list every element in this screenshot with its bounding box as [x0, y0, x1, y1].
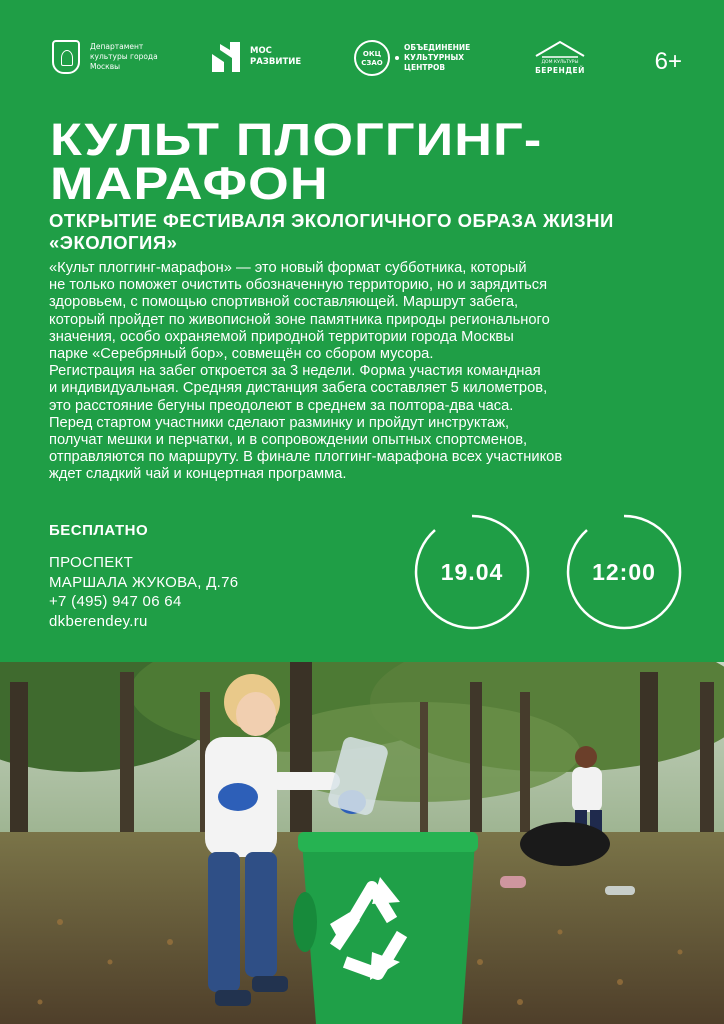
description-line: значения, особо охраняемой природной территории города Москвы — [49, 328, 514, 345]
mos-line1: МОС — [250, 46, 272, 56]
okc-line1: ОБЪЕДИНЕНИЕ — [404, 43, 471, 52]
okc-badge-line2: СЗАО — [361, 59, 383, 67]
event-photo — [0, 662, 724, 1024]
event-title — [50, 114, 724, 209]
title-line-1: КУЛЬТ ПЛОГГИНГ- — [50, 114, 543, 165]
department-name: Департамент культуры города Москвы — [90, 42, 158, 71]
logo-okc — [354, 40, 494, 76]
contact-info — [49, 553, 238, 631]
time-badge — [564, 512, 684, 632]
description-line: не только поможет очистить обозначенную территорию, но и зарядиться — [49, 277, 548, 294]
house-roof-icon — [534, 40, 586, 58]
event-time: 12:00 — [592, 558, 656, 585]
berendey-caption: ДОМ КУЛЬТУРЫ — [541, 60, 579, 65]
description-line: Регистрация на забег откроется за 3 недели. Форма участия командная — [49, 363, 541, 380]
description-line: получат мешки и перчатки, и в сопровождении опытных спортсменов, — [49, 432, 528, 449]
description-line: отправляются по маршруту. В финале плоггинг-марафона всех участников — [49, 449, 563, 466]
logo-department-culture — [52, 40, 180, 74]
okc-badge-icon — [354, 40, 390, 76]
description-line: «Культ плоггинг-марафон» — это новый формат субботника, который — [49, 260, 527, 276]
subtitle-line-2: «ЭКОЛОГИЯ» — [49, 232, 178, 253]
event-description — [49, 260, 689, 484]
description-line: который пройдет по живописной зоне памятника природы регионального — [49, 311, 550, 328]
logo-berendey — [534, 40, 586, 75]
mos-razvitie-icon — [210, 40, 244, 74]
berendey-name: БЕРЕНДЕЙ — [535, 66, 585, 75]
address-line-1: ПРОСПЕКТ — [49, 554, 134, 571]
mos-line2: РАЗВИТИЕ — [250, 57, 302, 67]
children-collecting-litter-image — [0, 662, 724, 1024]
description-line: и индивидуальная. Средняя дистанция забега составляет 5 километров, — [49, 380, 548, 397]
dot-icon — [395, 56, 399, 60]
okc-line2: КУЛЬТУРНЫХ — [404, 53, 465, 62]
website-link[interactable]: dkberendey.ru — [49, 612, 148, 630]
phone-number[interactable]: +7 (495) 947 06 64 — [49, 593, 182, 610]
moscow-crest-icon — [52, 40, 80, 74]
description-line: ждет сладкий чай и концертная программа. — [49, 466, 347, 483]
date-badge — [412, 512, 532, 632]
logo-bar — [52, 40, 682, 90]
event-date: 19.04 — [440, 558, 504, 585]
title-line-2: МАРАФОН — [50, 158, 329, 209]
okc-badge-line1: ОКЦ — [362, 50, 382, 58]
price-label: БЕСПЛАТНО — [49, 522, 149, 539]
subtitle-line-1: ОТКРЫТИЕ ФЕСТИВАЛЯ ЭКОЛОГИЧНОГО ОБРАЗА ЖИЗНИ — [49, 210, 614, 231]
logo-mos-razvitie — [210, 40, 301, 74]
okc-line3: ЦЕНТРОВ — [404, 63, 446, 72]
description-line: это расстояние бегуны преодолеют в среднем за полтора-два часа. — [49, 397, 514, 414]
age-rating: 6+ — [654, 48, 682, 75]
description-line: парке «Серебряный бор», совмещён со сбором мусора. — [49, 346, 434, 363]
event-subtitle — [49, 210, 689, 254]
address-line-2: МАРШАЛА ЖУКОВА, Д.76 — [49, 573, 239, 591]
description-line: Перед стартом участники сделают разминку и пройдут инструктаж, — [49, 414, 510, 431]
description-line: здоровьем, с помощью спортивной составляющей. Маршрут забега, — [49, 294, 519, 311]
